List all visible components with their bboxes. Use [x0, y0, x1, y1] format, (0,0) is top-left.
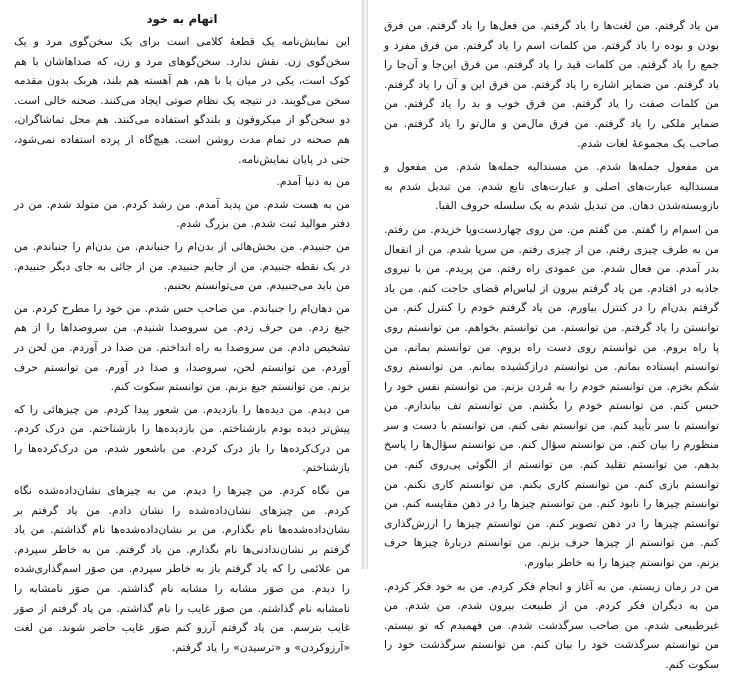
left-page [0, 0, 362, 654]
section-title: اتهام به خود [146, 12, 218, 26]
paragraph: من به هست شدم. من پدید آمدم. من رشد کردم. من متولد شدم. من در دفتر موالید ثبت شدم. من بزرگ شدم. [14, 197, 350, 231]
paragraph: من در زمان زیستم. من به آغاز و انجام فکر کردم. من به خود فکر کردم. من به دیگران فکر کردم. من از طبیعت بیرون شدم. من شدم. من غیرطبیعی شدم. من صاحب سرگذشت شدم. من فهمیدم که تو نیستم. من توانستم سرگذشت خود را بیان کنم. من توانستم سرگذشت خود را سکوت کنم. [384, 579, 719, 671]
paragraph: من دیدم. من دیده‌ها را بازدیدم. من شعور پیدا کردم. من چیزهائی را که پیش‌تر دیده بودم بازشناختم. من بازدیده‌ها را بازشناختم. من درک کردم. من درک‌کرده‌ها را باز درک کردم. من باشعور شدم. من درک‌کرده‌ها را بازشناختم. [14, 402, 350, 475]
paragraph: من دهان‌ام را جنباندم. من صاحب حس شدم. من خود را مطرح کردم. من جیغ زدم. من حرف زدم. من سروصدا شنیدم. من سروصداها را از هم تشخیص دادم. من سروصدا به راه انداختم. من صدا در آوردم. من لحن در آوردم. من توانستم لحن، سروصدا، و صدا در آورم. من توانستم حرف بزنم. من توانستم جیغ بزنم. من توانستم سکوت کنم. [14, 301, 350, 394]
right-page [368, 0, 733, 671]
paragraph: من یاد گرفتم. من لغت‌ها را یاد گرفتم. من فعل‌ها را یاد گرفتم. من فرق بودن و بوده را یاد گرفتم. من کلمات اسم را یاد گرفتم. من فرق مفرد و جمع را یاد گرفتم. من کلمات قید را یاد گرفتم. من فرق این‌جا و آن‌جا را یاد گرفتم. من ضمایر اشاره را یاد گرفتم. من فرق این و آن را یاد گرفتم. من کلمات صفت را یاد گرفتم. من فرق خوب و بد را یاد گرفتم. من ضمایر ملکی را یاد گرفتم. من فرق مال‌من و مال‌تو را یاد گرفتم. من صاحب یک مجموعهٔ لغات شدم. [384, 19, 719, 150]
paragraph: من جنبیدم. من بخش‌هائی از بدن‌ام را جنباندم. من بدن‌ام را جنباندم. من در یک نقطه جنبیدم. من از جایم جنبیدم. من از جائی به جای دیگر جنبیدم. من باید می‌جنبیدم. من می‌توانستم بجنبم. [14, 239, 350, 293]
paragraph: من نگاه کردم. من چیزها را دیدم. من به چیزهای نشان‌داده‌شده نگاه کردم. من چیزهای نشان‌داده‌شده را نشان دادم. من یاد گرفتم بر نشان‌داده‌شده‌ها نام بگذارم. من بر نشان‌داده‌شده‌ها نام گذاشتم. من یاد گرفتم بر نشان‌ندادنی‌ها نام بگذارم. من یاد گرفتم. من به خاطر سپردم. من علائمی را که یاد گرفتم باز به خاطر سپردم. من صوَر اسم‌گذاری‌شده را دیدم. من صوَر مشابه را مشابه نام گذاشتم. من صوَر نامشابه را نامشابه نام گذاشتم. من صوَر غایب را نام گذاشتم. من یاد گرفتم از صوَر غایب بترسم. من یاد گرفتم آرزو کنم صوَر غایب حاضر شوند. من لغت «آرزوکردن» و «ترسیدن» را یاد گرفتم. [14, 484, 350, 654]
paragraph: من اسم‌ام را گفتم. من گفتم من. من روی چهاردست‌وپا خزیدم. من رفتم. من به طرف چیزی رفتم. من از چیزی رفتم. من سرپا شدم. من از انفعال بدر آمدم. من فعال شدم. من عمودی راه رفتم. من پریدم. من با نیروی جاذبه در افتادم. من یاد گرفتم بیرون از لباس‌ام قضای حاجت کنم. من یاد گرفتم بدن‌ام را در کنترل بیاورم. من یاد گرفتم خودم را کنترل کنم. من توانستن را یاد گرفتم. من توانستم. من توانستم بخواهم. من توانستم روی پا راه بروم. من توانستم روی دست راه بروم. من توانستم بمانم. من توانستم ایستاده بمانم. من توانستم دراز‌کشیده بمانم. من توانستم روی شکم بخزم. من توانستم خودم را به مُردن بزنم. من توانستم نفس خود را حبس کنم. من توانستم خودم را بکُشم. من توانستم تف بیاندازم. من توانستم با سر تأیید کنم. من توانستم نفی کنم. من توانستم با دست و سر منظورم را بیان کنم. من توانستم سؤال کنم. من توانستم سؤال‌ها را پاسخ بدهم. من توانستم تقلید کنم. من توانستم از الگوئی پی‌روی کنم. من توانستم بازی کنم. من توانستم کاری بکنم. من توانستم کاری نکنم. من توانستم چیزها را نابود کنم. من توانستم چیزها را در ذهن مقایسه کنم. من توانستم چیزها را در ذهن تصویر کنم. من توانستم چیزها را ارزش‌گذاری کنم. من توانستم از چیزها حرف بزنم. من توانستم دربارهٔ چیزها حرف بزنم. من توانستم چیزها را به خاطر بیاورم. [384, 222, 719, 570]
paragraph: من به دنیا آمدم. [276, 175, 350, 189]
paragraph: من مفعول جمله‌ها شدم. من مسندالیه جمله‌ها شدم. من مفعول و مسندالیه عبارت‌های اصلی و عبارت‌های تابع شدم. من تبدیل شدم به بازوبسته‌شدن دهان. من تبدیل شدم به یک سلسله حروف الفبا. [384, 160, 719, 213]
paragraph: این نمایش‌نامه یک قطعهٔ کلامی است برای یک سخن‌گوی مرد و یک سخن‌گوی زن. نقش ندارد. سخن‌گوهای مرد و زن، که صداهاشان با هم کوک است، یکی در میان یا با هم، هم آهسته هم بلند، هربک بدون مقدمه سخن می‌گویند. در نتیجه یک نظام صوتی ایجاد می‌کنند. صحنه خالی است. دو سخن‌گو از میکروفون و بلندگو استفاده می‌کنند. هم محل تماشاگران، هم صحنه در تمام مدت روشن است. هیچ‌گاه از پرده استفاده نمی‌شود، حتی در پایان نمایش‌نامه. [14, 35, 350, 166]
